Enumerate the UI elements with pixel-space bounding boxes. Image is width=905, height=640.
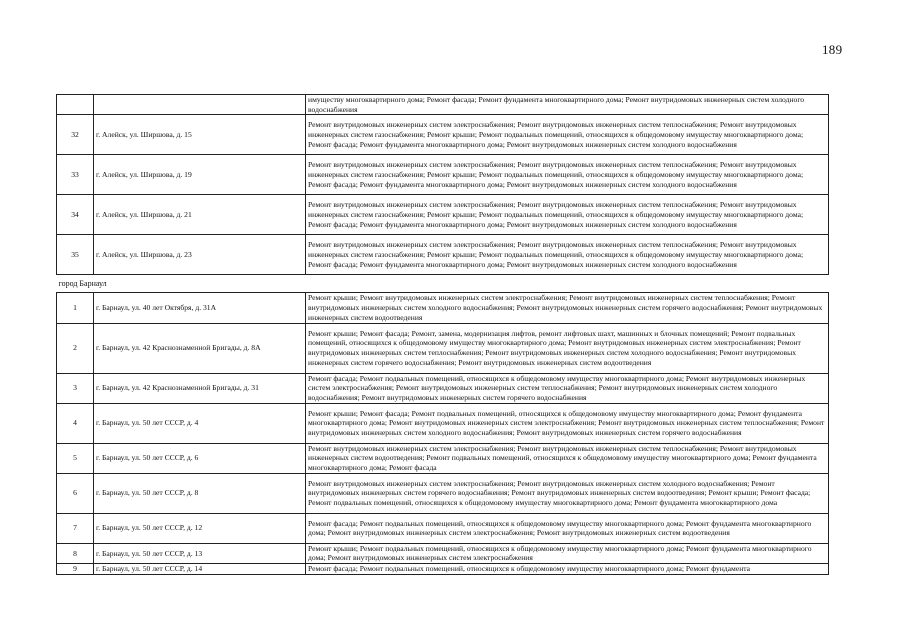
works-cell: Ремонт крыши; Ремонт фасада; Ремонт, замена, модернизация лифтов, ремонт лифтовых шахт, машинных и блочных помещений; Ремонт подвальных помещений, относящихся к общедомовому имуществу многоквартирного дома; Ремонт внутридомовых инженерных систем электроснабжения; Ремонт внутридомовых инженерных систем теплоснабжения; Ремонт внутридомовых инженерных систем холодного водоснабжения; Ремонт внутридомовых инженерных систем горячего водоснабжения; Ремонт внутридомовых инженерных систем водоотведения	[306, 323, 829, 373]
address-cell: г. Барнаул, ул. 50 лет СССР, д. 8	[94, 473, 306, 513]
table-row	[57, 293, 829, 323]
address-cell: г. Барнаул, ул. 50 лет СССР, д. 13	[94, 543, 306, 563]
works-cell: имуществу многоквартирного дома; Ремонт фасада; Ремонт фундамента многоквартирного дома; Ремонт внутридомовых инженерных систем холодного водоснабжения	[306, 95, 829, 115]
works-cell: Ремонт крыши; Ремонт внутридомовых инженерных систем электроснабжения; Ремонт внутридомовых инженерных систем теплоснабжения; Ремонт внутридомовых инженерных систем холодного водоснабжения; Ремонт внутридомовых инженерных систем горячего водоснабжения; Ремонт внутридомовых инженерных систем водоотведения	[306, 293, 829, 323]
address-cell: г. Барнаул, ул. 40 лет Октября, д. 31А	[94, 293, 306, 323]
row-number-cell: 8	[57, 543, 94, 563]
address-cell: г. Барнаул, ул. 50 лет СССР, д. 4	[94, 403, 306, 443]
repair-works-table-container	[56, 94, 828, 575]
row-number-cell: 3	[57, 373, 94, 403]
address-cell: г. Алейск, ул. Ширшова, д. 15	[94, 115, 306, 155]
address-cell: г. Алейск, ул. Ширшова, д. 19	[94, 155, 306, 195]
table-row	[57, 403, 829, 443]
address-cell: г. Алейск, ул. Ширшова, д. 21	[94, 195, 306, 235]
table-row	[57, 513, 829, 543]
table-row	[57, 155, 829, 195]
works-cell: Ремонт крыши; Ремонт подвальных помещений, относящихся к общедомовому имуществу многоквартирного дома; Ремонт фундамента многоквартирного дома; Ремонт внутридомовых инженерных систем электроснабжения	[306, 543, 829, 563]
row-number-cell	[57, 95, 94, 115]
works-cell: Ремонт внутридомовых инженерных систем электроснабжения; Ремонт внутридомовых инженерных систем теплоснабжения; Ремонт внутридомовых инженерных систем газоснабжения; Ремонт крыши; Ремонт подвальных помещений, относящихся к общедомовому имуществу многоквартирного дома; Ремонт фасада; Ремонт фундамента многоквартирного дома; Ремонт внутридомовых инженерных систем холодного водоснабжения	[306, 195, 829, 235]
address-cell: г. Барнаул, ул. 42 Краснознаменной Бригады, д. 8А	[94, 323, 306, 373]
row-number-cell: 4	[57, 403, 94, 443]
address-cell: г. Барнаул, ул. 42 Краснознаменной Бригады, д. 31	[94, 373, 306, 403]
table-row	[57, 195, 829, 235]
table-row	[57, 373, 829, 403]
page-number: 189	[822, 42, 843, 57]
works-cell: Ремонт фасада; Ремонт подвальных помещений, относящихся к общедомовому имуществу многоквартирного дома; Ремонт фундамента многоквартирного дома; Ремонт внутридомовых инженерных систем электроснабжения; Ремонт внутридомовых инженерных систем водоотведения	[306, 513, 829, 543]
table-row	[57, 564, 829, 575]
table-row	[57, 473, 829, 513]
row-number-cell: 2	[57, 323, 94, 373]
row-number-cell: 7	[57, 513, 94, 543]
table-row	[57, 543, 829, 563]
row-number-cell: 32	[57, 115, 94, 155]
row-number-cell: 34	[57, 195, 94, 235]
address-cell	[94, 95, 306, 115]
section-row	[57, 275, 829, 293]
table-row	[57, 443, 829, 473]
works-cell: Ремонт фасада; Ремонт подвальных помещений, относящихся к общедомовому имуществу многоквартирного дома; Ремонт фундамента	[306, 564, 829, 575]
works-cell: Ремонт внутридомовых инженерных систем электроснабжения; Ремонт внутридомовых инженерных систем теплоснабжения; Ремонт внутридомовых инженерных систем газоснабжения; Ремонт крыши; Ремонт подвальных помещений, относящихся к общедомовому имуществу многоквартирного дома; Ремонт фасада; Ремонт фундамента многоквартирного дома; Ремонт внутридомовых инженерных систем холодного водоснабжения	[306, 155, 829, 195]
row-number-cell: 9	[57, 564, 94, 575]
row-number-cell: 33	[57, 155, 94, 195]
works-cell: Ремонт крыши; Ремонт фасада; Ремонт подвальных помещений, относящихся к общедомовому имуществу многоквартирного дома; Ремонт фундамента многоквартирного дома; Ремонт внутридомовых инженерных систем электроснабжения; Ремонт внутридомовых инженерных систем теплоснабжения; Ремонт внутридомовых инженерных систем холодного водоснабжения; Ремонт внутридомовых инженерных систем горячего водоснабжения	[306, 403, 829, 443]
table-row	[57, 323, 829, 373]
address-cell: г. Алейск, ул. Ширшова, д. 23	[94, 235, 306, 275]
works-cell: Ремонт внутридомовых инженерных систем электроснабжения; Ремонт внутридомовых инженерных систем теплоснабжения; Ремонт внутридомовых инженерных систем водоотведения; Ремонт подвальных помещений, относящихся к общедомовому имуществу многоквартирного дома; Ремонт фундамента многоквартирного дома; Ремонт фасада	[306, 443, 829, 473]
address-cell: г. Барнаул, ул. 50 лет СССР, д. 6	[94, 443, 306, 473]
row-number-cell: 6	[57, 473, 94, 513]
address-cell: г. Барнаул, ул. 50 лет СССР, д. 12	[94, 513, 306, 543]
works-cell: Ремонт фасада; Ремонт подвальных помещений, относящихся к общедомовому имуществу многоквартирного дома; Ремонт внутридомовых инженерных систем электроснабжения; Ремонт внутридомовых инженерных систем теплоснабжения; Ремонт внутридомовых инженерных систем холодного водоснабжения; Ремонт внутридомовых инженерных систем горячего водоснабжения	[306, 373, 829, 403]
repair-works-table	[56, 94, 829, 575]
section-title: город Барнаул	[57, 275, 829, 293]
address-cell: г. Барнаул, ул. 50 лет СССР, д. 14	[94, 564, 306, 575]
row-number-cell: 5	[57, 443, 94, 473]
table-body	[57, 95, 829, 575]
works-cell: Ремонт внутридомовых инженерных систем электроснабжения; Ремонт внутридомовых инженерных систем холодного водоснабжения; Ремонт внутридомовых инженерных систем горячего водоснабжения; Ремонт внутридомовых инженерных систем водоотведения; Ремонт крыши; Ремонт фасада; Ремонт подвальных помещений, относящихся к общедомовому имуществу многоквартирного дома; Ремонт фундамента многоквартирного дома	[306, 473, 829, 513]
row-number-cell: 1	[57, 293, 94, 323]
table-row	[57, 115, 829, 155]
works-cell: Ремонт внутридомовых инженерных систем электроснабжения; Ремонт внутридомовых инженерных систем теплоснабжения; Ремонт внутридомовых инженерных систем газоснабжения; Ремонт крыши; Ремонт подвальных помещений, относящихся к общедомовому имуществу многоквартирного дома; Ремонт фасада; Ремонт фундамента многоквартирного дома; Ремонт внутридомовых инженерных систем холодного водоснабжения	[306, 235, 829, 275]
table-row	[57, 95, 829, 115]
works-cell: Ремонт внутридомовых инженерных систем электроснабжения; Ремонт внутридомовых инженерных систем теплоснабжения; Ремонт внутридомовых инженерных систем газоснабжения; Ремонт крыши; Ремонт подвальных помещений, относящихся к общедомовому имуществу многоквартирного дома; Ремонт фасада; Ремонт фундамента многоквартирного дома; Ремонт внутридомовых инженерных систем холодного водоснабжения	[306, 115, 829, 155]
row-number-cell: 35	[57, 235, 94, 275]
table-row	[57, 235, 829, 275]
